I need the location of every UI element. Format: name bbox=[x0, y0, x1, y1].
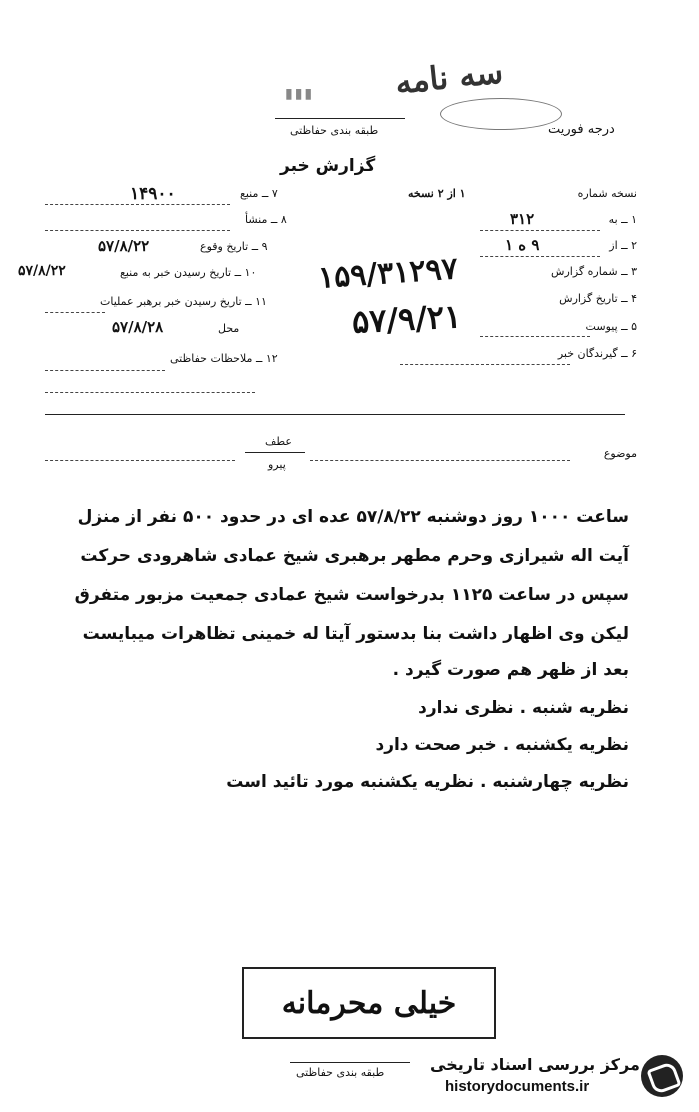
left-subject-rule bbox=[45, 460, 235, 461]
location-label: محل bbox=[218, 322, 240, 335]
archive-logo-icon bbox=[641, 1055, 683, 1097]
source-receipt-date-label: ۱۰ ــ تاریخ رسیدن خبر به منبع bbox=[120, 266, 257, 279]
classification-rule bbox=[275, 118, 405, 119]
report-title: گزارش خبر bbox=[280, 156, 376, 176]
extra-rule bbox=[45, 392, 255, 393]
body-line: سپس در ساعت ۱۱۲۵ بدرخواست شیخ عمادی جمعیت مزبور متفرق bbox=[74, 585, 629, 605]
source-value: ۱۴۹۰۰ bbox=[130, 184, 176, 204]
footer-classification-rule bbox=[290, 1062, 410, 1063]
footer-classification-label: طبقه بندی حفاظتی bbox=[296, 1066, 385, 1079]
source-receipt-date-value: ۵۷/۸/۲۲ bbox=[18, 263, 66, 279]
to-rule bbox=[480, 230, 600, 231]
report-date-label: ۴ ــ تاریخ گزارش bbox=[559, 292, 637, 305]
urgency-label: درجه فوریت bbox=[548, 122, 615, 137]
attachment-rule bbox=[480, 336, 590, 337]
top-secret-stamp bbox=[242, 967, 496, 1039]
copy-number-label: نسخه شماره bbox=[577, 187, 637, 200]
security-notes-label: ۱۲ ــ ملاحظات حفاظتی bbox=[170, 352, 278, 365]
ops-receipt-date-label: ۱۱ ــ تاریخ رسیدن خبر برهبر عملیات bbox=[100, 295, 267, 308]
location-value: ۵۷/۸/۲۸ bbox=[112, 318, 164, 336]
atf-peyro-divider bbox=[245, 452, 305, 453]
origin-label: ۸ ــ منشأ bbox=[245, 213, 287, 226]
handwritten-report-number: ۱۵۹/۳۱۲۹۷ bbox=[316, 251, 459, 296]
from-rule bbox=[480, 256, 600, 257]
opinion-line: نظریه یکشنبه . خبر صحت دارد bbox=[375, 735, 629, 755]
header-separator bbox=[45, 414, 625, 415]
source-rule bbox=[45, 204, 230, 205]
to-label: ۱ ــ به bbox=[608, 213, 637, 226]
atf-label: عطف bbox=[265, 435, 292, 448]
occurrence-date-label: ۹ ــ تاریخ وقوع bbox=[200, 240, 268, 253]
recipients-rule bbox=[400, 364, 570, 365]
stamp-text: خیلی محرمانه bbox=[281, 985, 457, 1021]
recipients-label: ۶ ــ گیرندگان خبر bbox=[557, 347, 637, 360]
classification-label: طبقه بندی حفاظتی bbox=[290, 124, 379, 137]
body-line: بعد از ظهر هم صورت گیرد . bbox=[392, 660, 629, 680]
body-line: لیکن وی اظهار داشت بنا بدستور آیتا له خمینی تظاهرات میبایست bbox=[82, 624, 629, 644]
body-line: آیت اله شیرازی وحرم مطهر برهبری شیخ عمادی شاهرودی حرکت bbox=[80, 546, 629, 566]
to-value: ۳۱۲ bbox=[510, 210, 535, 228]
attachment-label: ۵ ــ پیوست bbox=[585, 320, 637, 333]
opinion-line: نظریه شنبه . نظری ندارد bbox=[418, 698, 629, 718]
from-label: ۲ ــ از bbox=[609, 239, 637, 252]
handwritten-top-note: سه نامه bbox=[393, 52, 505, 102]
handwritten-report-date: ۵۷/۹/۲۱ bbox=[351, 297, 463, 341]
source-label: ۷ ــ منبع bbox=[240, 187, 278, 200]
copy-number-value: ۱ از ۲ نسخه bbox=[408, 187, 466, 200]
peyro-label: پیرو bbox=[268, 458, 286, 471]
subject-label: موضوع bbox=[603, 447, 637, 460]
security-notes-rule bbox=[45, 370, 165, 371]
archive-org-name: مرکز بررسی اسناد تاریخی bbox=[430, 1055, 640, 1074]
opinion-line: نظریه چهارشنبه . نظریه یکشنبه مورد تائید است bbox=[226, 772, 629, 792]
occurrence-date-value: ۵۷/۸/۲۲ bbox=[98, 237, 150, 255]
faded-marks: ▮▮▮ bbox=[285, 86, 315, 102]
origin-rule bbox=[45, 230, 230, 231]
archive-site: historydocuments.ir bbox=[445, 1078, 590, 1095]
smudge-mark bbox=[440, 98, 562, 130]
body-line: ساعت ۱۰۰۰ روز دوشنبه ۵۷/۸/۲۲ عده ای در حدود ۵۰۰ نفر از منزل bbox=[77, 507, 629, 527]
subject-rule bbox=[310, 460, 570, 461]
report-number-label: ۳ ــ شماره گزارش bbox=[551, 265, 637, 278]
from-value: ۹ ه ۱ bbox=[505, 236, 540, 254]
ops-receipt-rule bbox=[45, 312, 105, 313]
